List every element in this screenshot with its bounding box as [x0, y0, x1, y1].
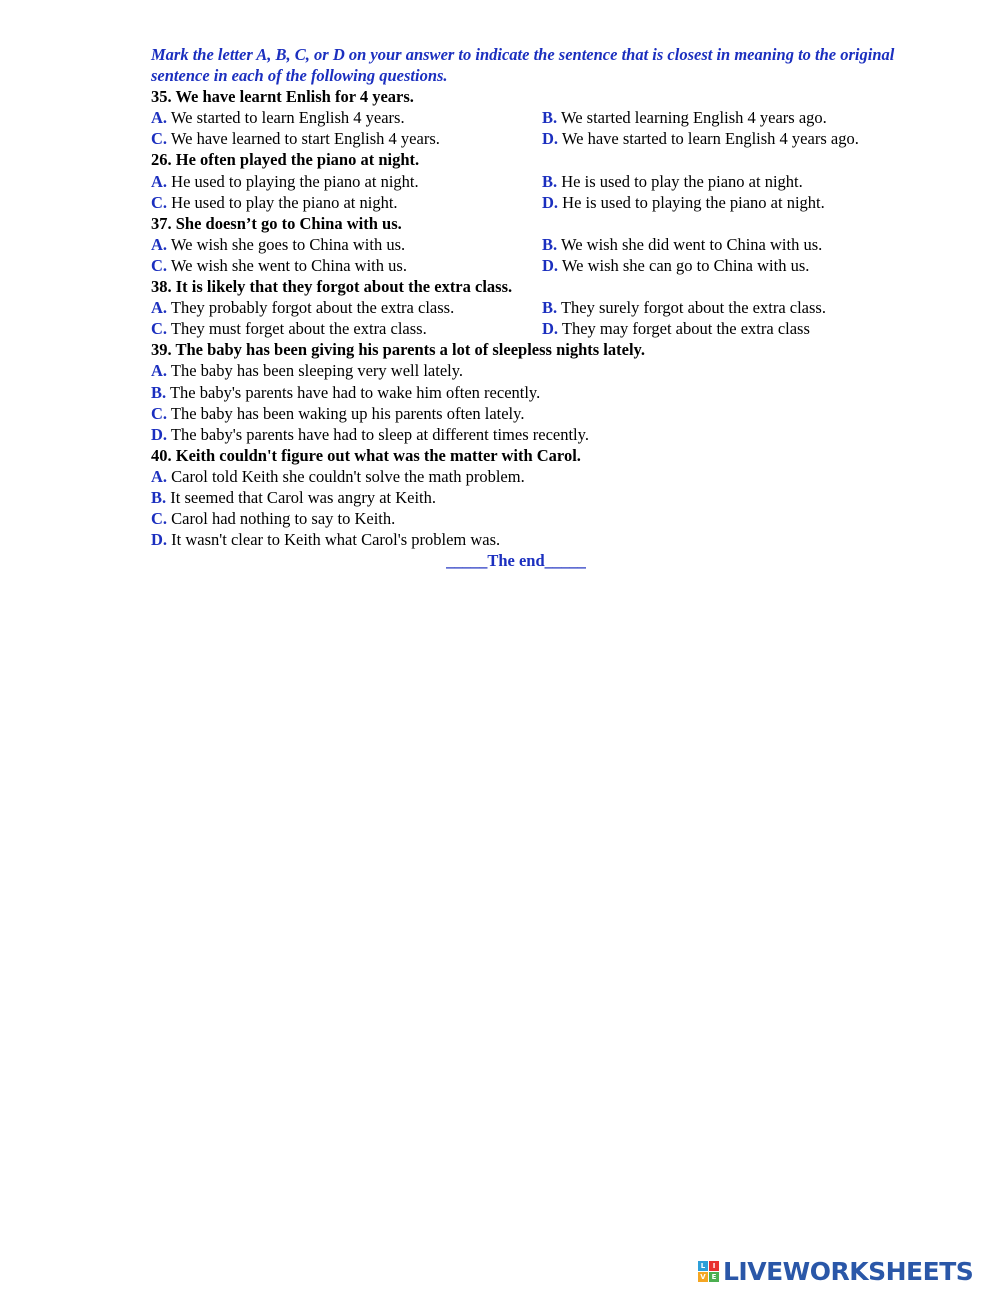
option-d[interactable] [542, 318, 933, 339]
question-prompt: 37. She doesn’t go to China with us. [151, 213, 402, 233]
option-letter: D. [542, 192, 559, 212]
option-row [151, 107, 921, 128]
option-c[interactable] [151, 508, 921, 529]
option-letter: D. [542, 255, 559, 275]
option-letter: C. [151, 403, 168, 423]
option-letter: C. [151, 192, 168, 212]
option-text: We have started to learn English 4 years ago. [561, 129, 859, 149]
option-text: The baby's parents have had to sleep at different times recently. [170, 424, 589, 444]
option-d[interactable] [542, 192, 933, 213]
option-text: Carol told Keith she couldn't solve the math problem. [171, 466, 525, 486]
option-row [151, 171, 921, 192]
option-letter: A. [151, 171, 168, 191]
option-text: They probably forgot about the extra class. [170, 298, 455, 318]
option-letter: B. [542, 108, 558, 128]
option-text: We wish she did went to China with us. [560, 234, 823, 254]
question-prompt: 38. It is likely that they forgot about the extra class. [151, 277, 513, 297]
option-d[interactable] [151, 529, 921, 550]
option-c[interactable] [151, 192, 542, 213]
option-letter: C. [151, 129, 168, 149]
question-prompt: 35. We have learnt Enlish for 4 years. [151, 87, 414, 107]
option-text: He used to playing the piano at night. [171, 171, 419, 191]
option-letter: B. [151, 487, 167, 507]
option-c[interactable] [151, 318, 542, 339]
logo-text: LIVEWORKSHEETS [723, 1256, 974, 1286]
option-a[interactable] [151, 107, 542, 128]
option-text: They must forget about the extra class. [170, 319, 427, 339]
option-letter: D. [542, 319, 559, 339]
option-letter: A. [151, 298, 168, 318]
option-row [151, 318, 921, 339]
option-text: He is used to playing the piano at night. [562, 192, 825, 212]
option-b[interactable] [542, 297, 933, 318]
option-letter: C. [151, 319, 168, 339]
option-letter: D. [151, 530, 168, 550]
option-a[interactable] [151, 466, 921, 487]
option-letter: B. [542, 298, 558, 318]
logo-letter: V [698, 1272, 708, 1282]
option-letter: C. [151, 255, 168, 275]
question-prompt: 40. Keith couldn't figure out what was the matter with Carol. [151, 445, 581, 465]
option-a[interactable] [151, 360, 921, 381]
option-row [151, 255, 921, 276]
option-letter: B. [542, 171, 558, 191]
option-row [151, 128, 921, 149]
option-text: The baby has been sleeping very well lately. [170, 361, 464, 381]
option-text: Carol had nothing to say to Keith. [171, 509, 396, 529]
option-c[interactable] [151, 255, 542, 276]
option-b[interactable] [542, 107, 933, 128]
option-text: The baby has been waking up his parents often lately. [170, 403, 525, 423]
option-c[interactable] [151, 403, 921, 424]
option-c[interactable] [151, 128, 542, 149]
option-text: It seemed that Carol was angry at Keith. [170, 487, 437, 507]
option-text: The baby's parents have had to wake him often recently. [169, 382, 541, 402]
option-a[interactable] [151, 234, 542, 255]
logo-letter: I [709, 1261, 719, 1271]
liveworksheets-logo [698, 1255, 973, 1287]
option-b[interactable] [542, 234, 933, 255]
logo-grid-icon [698, 1261, 719, 1282]
option-row [151, 192, 921, 213]
option-letter: D. [542, 129, 559, 149]
logo-letter: L [698, 1261, 708, 1271]
option-text: We wish she goes to China with us. [170, 234, 406, 254]
option-letter: A. [151, 466, 168, 486]
option-text: We started learning English 4 years ago. [560, 108, 827, 128]
option-row [151, 234, 921, 255]
option-letter: A. [151, 108, 168, 128]
option-b[interactable] [542, 171, 933, 192]
end-marker: _____The end_____ [446, 551, 586, 571]
option-letter: A. [151, 234, 168, 254]
option-text: He used to play the piano at night. [171, 192, 398, 212]
option-b[interactable] [151, 487, 921, 508]
question-prompt: 26. He often played the piano at night. [151, 150, 420, 170]
option-a[interactable] [151, 297, 542, 318]
option-letter: D. [151, 424, 168, 444]
option-text: We have learned to start English 4 years. [170, 129, 440, 149]
option-letter: A. [151, 361, 168, 381]
worksheet-page [151, 44, 921, 571]
instruction-text: Mark the letter A, B, C, or D on your answer to indicate the sentence that is closest in meaning to the original sentence in each of the following questions. [151, 45, 895, 86]
option-text: They may forget about the extra class [561, 319, 810, 339]
option-d[interactable] [542, 255, 933, 276]
option-letter: B. [542, 234, 558, 254]
question-prompt: 39. The baby has been giving his parents a lot of sleepless nights lately. [151, 340, 646, 360]
option-text: We started to learn English 4 years. [170, 108, 405, 128]
option-d[interactable] [542, 128, 933, 149]
option-a[interactable] [151, 171, 542, 192]
option-text: It wasn't clear to Keith what Carol's problem was. [171, 530, 501, 550]
option-text: They surely forgot about the extra class. [560, 298, 826, 318]
option-b[interactable] [151, 382, 921, 403]
option-text: We wish she can go to China with us. [561, 255, 810, 275]
option-letter: B. [151, 382, 167, 402]
logo-letter: E [709, 1272, 719, 1282]
option-d[interactable] [151, 424, 921, 445]
option-text: He is used to play the piano at night. [561, 171, 803, 191]
option-text: We wish she went to China with us. [170, 255, 407, 275]
option-row [151, 297, 921, 318]
option-letter: C. [151, 509, 168, 529]
